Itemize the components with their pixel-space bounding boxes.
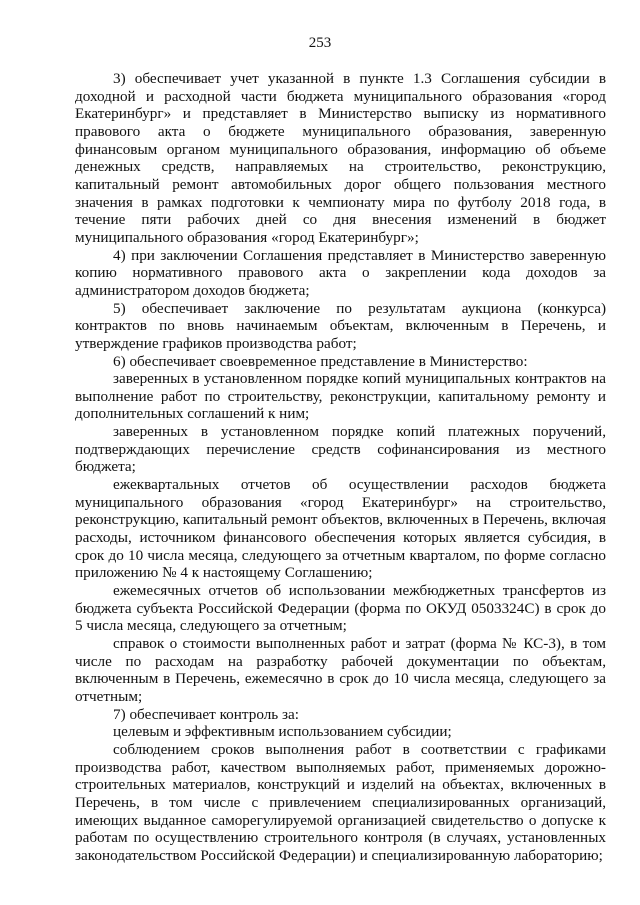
page-number: 253 — [308, 35, 332, 51]
paragraph-item-7: 7) обеспечивает контроль за: — [113, 705, 299, 723]
document-body — [75, 70, 606, 865]
paragraph-item-5: 5) обеспечивает заключение по результатам аукциона (конкурса) контрактов по вновь начинаемым объектам, включенным в Перечень, и утверждение графиков производства работ; — [75, 299, 606, 352]
paragraph-quarterly-reports: ежеквартальных отчетов об осуществлении расходов бюджета муниципального образования «город Екатеринбург» на строительство, реконструкцию, капитальный ремонт объектов, включенных в Перечень, включая расходы, источником финансового обеспечения которых является субсидия, в срок до 10 числа месяца, следующего за отчетным кварталом, по форме согласно приложению № 4 к настоящему Соглашению; — [75, 476, 606, 582]
paragraph-item-6: 6) обеспечивает своевременное представление в Министерство: — [113, 352, 528, 370]
paragraph-contracts: заверенных в установленном порядке копий муниципальных контрактов на выполнение работ по строительству, реконструкции, капитальному ремонту и дополнительных соглашений к ним; — [75, 370, 606, 423]
paragraph-item-3: 3) обеспечивает учет указанной в пункте 1.3 Соглашения субсидии в доходной и расходной части бюджета муниципального образования «город Екатеринбург» и представляет в Министерство выписку из нормативного правового акта о бюджете муниципального образования, заверенную финансовым органом муниципального образования, информацию об объеме денежных средств, направляемых на строительство, реконструкцию, капитальный ремонт автомобильных дорог общего пользования местного значения в рамках подготовки к чемпионату мира по футболу 2018 года, в течение пяти рабочих дней со дня внесения изменений в бюджет муниципального образования «город Екатеринбург»; — [75, 70, 606, 246]
paragraph-deadlines-quality: соблюдением сроков выполнения работ в соответствии с графиками производства работ, качеством выполняемых работ, применяемых дорожно-строительных материалов, конструкций и изделий на объектах, включенных в Перечень, в том числе с привлечением специализированных организаций, имеющих выданное саморегулируемой организацией свидетельство о допуске к работам по осуществлению строительного контроля (в случаях, установленных законодательством Российской Федерации) и специализированную лабораторию; — [75, 740, 606, 864]
paragraph-targeted-use: целевым и эффективным использованием субсидии; — [113, 723, 452, 741]
paragraph-ks3-certificates: справок о стоимости выполненных работ и затрат (форма № КС-3), в том числе по расходам на разработку рабочей документации по объектам, включенным в Перечень, ежемесячно в срок до 10 числа месяца, следующего за отчетным; — [75, 635, 606, 705]
paragraph-payment-orders: заверенных в установленном порядке копий платежных поручений, подтверждающих перечисление средств софинансирования из местного бюджета; — [75, 423, 606, 476]
paragraph-monthly-reports: ежемесячных отчетов об использовании межбюджетных трансфертов из бюджета субъекта Российской Федерации (форма по ОКУД 0503324С) в срок до 5 числа месяца, следующего за отчетным; — [75, 582, 606, 635]
paragraph-item-4: 4) при заключении Соглашения представляет в Министерство заверенную копию нормативного правового акта о закреплении кода доходов за администратором доходов бюджета; — [75, 246, 606, 299]
